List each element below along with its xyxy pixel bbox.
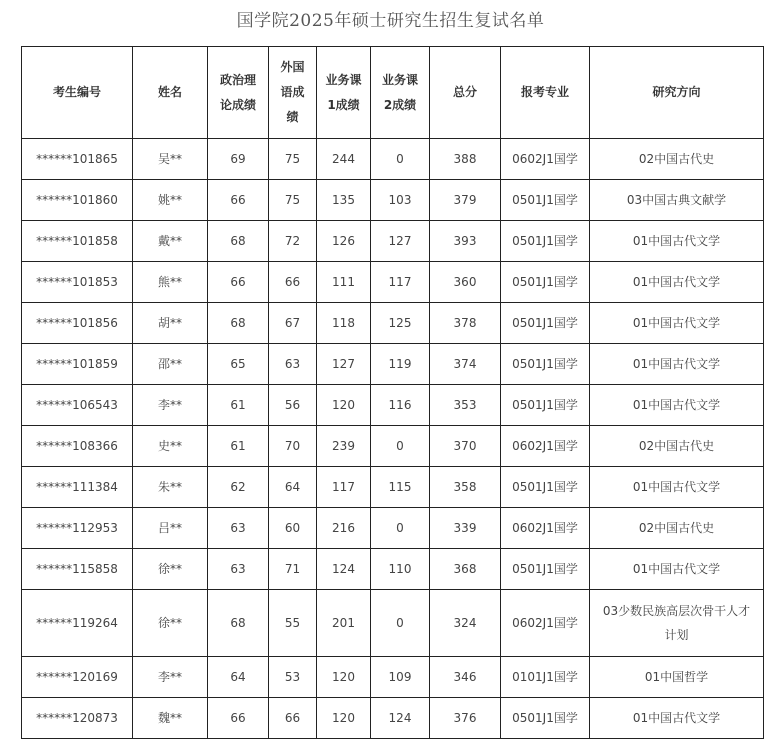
table-row — [22, 549, 764, 590]
cell-program: 0501J1国学 — [501, 303, 590, 344]
cell-total: 370 — [430, 426, 501, 467]
table-row — [22, 385, 764, 426]
cell-foreign: 67 — [269, 303, 317, 344]
cell-direction: 03少数民族高层次骨干人才计划 — [590, 590, 764, 657]
table-row — [22, 426, 764, 467]
cell-id: ******101860 — [22, 180, 133, 221]
table-row — [22, 221, 764, 262]
cell-id: ******106543 — [22, 385, 133, 426]
cell-foreign: 70 — [269, 426, 317, 467]
cell-name: 徐** — [133, 549, 208, 590]
cell-name: 邵** — [133, 344, 208, 385]
cell-major1: 118 — [317, 303, 371, 344]
cell-program: 0501J1国学 — [501, 180, 590, 221]
cell-major1: 216 — [317, 508, 371, 549]
cell-politics: 61 — [208, 426, 269, 467]
cell-direction: 01中国古代文学 — [590, 221, 764, 262]
cell-id: ******112953 — [22, 508, 133, 549]
cell-major2: 103 — [371, 180, 430, 221]
cell-total: 393 — [430, 221, 501, 262]
cell-major2: 0 — [371, 139, 430, 180]
cell-politics: 68 — [208, 303, 269, 344]
cell-major2: 0 — [371, 508, 430, 549]
header-foreign: 外国语成绩 — [269, 47, 317, 139]
cell-major1: 120 — [317, 657, 371, 698]
table-row — [22, 590, 764, 657]
cell-program: 0501J1国学 — [501, 262, 590, 303]
cell-foreign: 63 — [269, 344, 317, 385]
cell-id: ******120169 — [22, 657, 133, 698]
cell-direction: 02中国古代史 — [590, 508, 764, 549]
cell-politics: 66 — [208, 698, 269, 739]
cell-direction: 01中国古代文学 — [590, 467, 764, 508]
header-program: 报考专业 — [501, 47, 590, 139]
cell-name: 朱** — [133, 467, 208, 508]
cell-total: 353 — [430, 385, 501, 426]
cell-foreign: 64 — [269, 467, 317, 508]
cell-name: 史** — [133, 426, 208, 467]
cell-major2: 127 — [371, 221, 430, 262]
cell-program: 0501J1国学 — [501, 467, 590, 508]
cell-major1: 244 — [317, 139, 371, 180]
cell-politics: 61 — [208, 385, 269, 426]
cell-direction: 01中国古代文学 — [590, 698, 764, 739]
cell-major2: 119 — [371, 344, 430, 385]
cell-name: 熊** — [133, 262, 208, 303]
cell-program: 0501J1国学 — [501, 221, 590, 262]
table-row — [22, 139, 764, 180]
cell-direction: 01中国古代文学 — [590, 385, 764, 426]
table-row — [22, 698, 764, 739]
cell-id: ******111384 — [22, 467, 133, 508]
cell-name: 吴** — [133, 139, 208, 180]
cell-direction: 03中国古典文献学 — [590, 180, 764, 221]
cell-id: ******120873 — [22, 698, 133, 739]
cell-politics: 63 — [208, 549, 269, 590]
cell-foreign: 66 — [269, 262, 317, 303]
cell-major1: 201 — [317, 590, 371, 657]
cell-direction: 01中国古代文学 — [590, 262, 764, 303]
cell-politics: 65 — [208, 344, 269, 385]
cell-direction: 02中国古代史 — [590, 426, 764, 467]
cell-program: 0101J1国学 — [501, 657, 590, 698]
cell-foreign: 71 — [269, 549, 317, 590]
header-major2: 业务课2成绩 — [371, 47, 430, 139]
cell-major2: 0 — [371, 590, 430, 657]
cell-foreign: 55 — [269, 590, 317, 657]
cell-major1: 239 — [317, 426, 371, 467]
cell-total: 378 — [430, 303, 501, 344]
table-row — [22, 657, 764, 698]
cell-foreign: 53 — [269, 657, 317, 698]
table-row — [22, 467, 764, 508]
cell-id: ******108366 — [22, 426, 133, 467]
header-politics: 政治理论成绩 — [208, 47, 269, 139]
cell-program: 0602J1国学 — [501, 508, 590, 549]
header-id: 考生编号 — [22, 47, 133, 139]
cell-total: 360 — [430, 262, 501, 303]
cell-total: 339 — [430, 508, 501, 549]
cell-major2: 110 — [371, 549, 430, 590]
cell-direction: 02中国古代史 — [590, 139, 764, 180]
cell-total: 358 — [430, 467, 501, 508]
cell-politics: 68 — [208, 590, 269, 657]
cell-foreign: 75 — [269, 180, 317, 221]
cell-politics: 64 — [208, 657, 269, 698]
cell-politics: 68 — [208, 221, 269, 262]
cell-major1: 126 — [317, 221, 371, 262]
cell-major2: 116 — [371, 385, 430, 426]
cell-major2: 117 — [371, 262, 430, 303]
cell-name: 姚** — [133, 180, 208, 221]
cell-name: 胡** — [133, 303, 208, 344]
header-direction: 研究方向 — [590, 47, 764, 139]
cell-total: 379 — [430, 180, 501, 221]
cell-major1: 127 — [317, 344, 371, 385]
cell-major1: 120 — [317, 385, 371, 426]
cell-id: ******101865 — [22, 139, 133, 180]
cell-id: ******101853 — [22, 262, 133, 303]
cell-name: 戴** — [133, 221, 208, 262]
cell-major1: 111 — [317, 262, 371, 303]
page-title: 国学院2025年硕士研究生招生复试名单 — [236, 11, 545, 31]
cell-id: ******115858 — [22, 549, 133, 590]
table-row — [22, 508, 764, 549]
cell-total: 346 — [430, 657, 501, 698]
cell-name: 李** — [133, 657, 208, 698]
cell-foreign: 66 — [269, 698, 317, 739]
cell-total: 324 — [430, 590, 501, 657]
cell-program: 0501J1国学 — [501, 385, 590, 426]
admission-list-table — [21, 46, 764, 739]
cell-major2: 0 — [371, 426, 430, 467]
header-name: 姓名 — [133, 47, 208, 139]
cell-politics: 66 — [208, 262, 269, 303]
table-row — [22, 262, 764, 303]
cell-major1: 124 — [317, 549, 371, 590]
cell-name: 魏** — [133, 698, 208, 739]
cell-program: 0602J1国学 — [501, 590, 590, 657]
cell-program: 0501J1国学 — [501, 344, 590, 385]
cell-foreign: 56 — [269, 385, 317, 426]
cell-foreign: 75 — [269, 139, 317, 180]
table-row — [22, 180, 764, 221]
header-major1: 业务课1成绩 — [317, 47, 371, 139]
cell-program: 0501J1国学 — [501, 698, 590, 739]
cell-major2: 125 — [371, 303, 430, 344]
cell-id: ******101858 — [22, 221, 133, 262]
cell-major2: 109 — [371, 657, 430, 698]
cell-id: ******119264 — [22, 590, 133, 657]
table-row — [22, 303, 764, 344]
cell-major1: 120 — [317, 698, 371, 739]
cell-politics: 66 — [208, 180, 269, 221]
cell-name: 徐** — [133, 590, 208, 657]
cell-politics: 63 — [208, 508, 269, 549]
cell-major2: 115 — [371, 467, 430, 508]
cell-total: 374 — [430, 344, 501, 385]
cell-id: ******101859 — [22, 344, 133, 385]
cell-total: 376 — [430, 698, 501, 739]
cell-major2: 124 — [371, 698, 430, 739]
cell-politics: 69 — [208, 139, 269, 180]
cell-direction: 01中国古代文学 — [590, 303, 764, 344]
cell-total: 388 — [430, 139, 501, 180]
cell-name: 吕** — [133, 508, 208, 549]
table-row — [22, 344, 764, 385]
cell-foreign: 60 — [269, 508, 317, 549]
cell-total: 368 — [430, 549, 501, 590]
cell-program: 0501J1国学 — [501, 549, 590, 590]
cell-id: ******101856 — [22, 303, 133, 344]
cell-program: 0602J1国学 — [501, 139, 590, 180]
cell-program: 0602J1国学 — [501, 426, 590, 467]
cell-major1: 135 — [317, 180, 371, 221]
cell-politics: 62 — [208, 467, 269, 508]
cell-major1: 117 — [317, 467, 371, 508]
cell-direction: 01中国古代文学 — [590, 549, 764, 590]
cell-direction: 01中国哲学 — [590, 657, 764, 698]
header-total: 总分 — [430, 47, 501, 139]
cell-direction: 01中国古代文学 — [590, 344, 764, 385]
cell-name: 李** — [133, 385, 208, 426]
cell-foreign: 72 — [269, 221, 317, 262]
table-header-row — [22, 47, 764, 139]
